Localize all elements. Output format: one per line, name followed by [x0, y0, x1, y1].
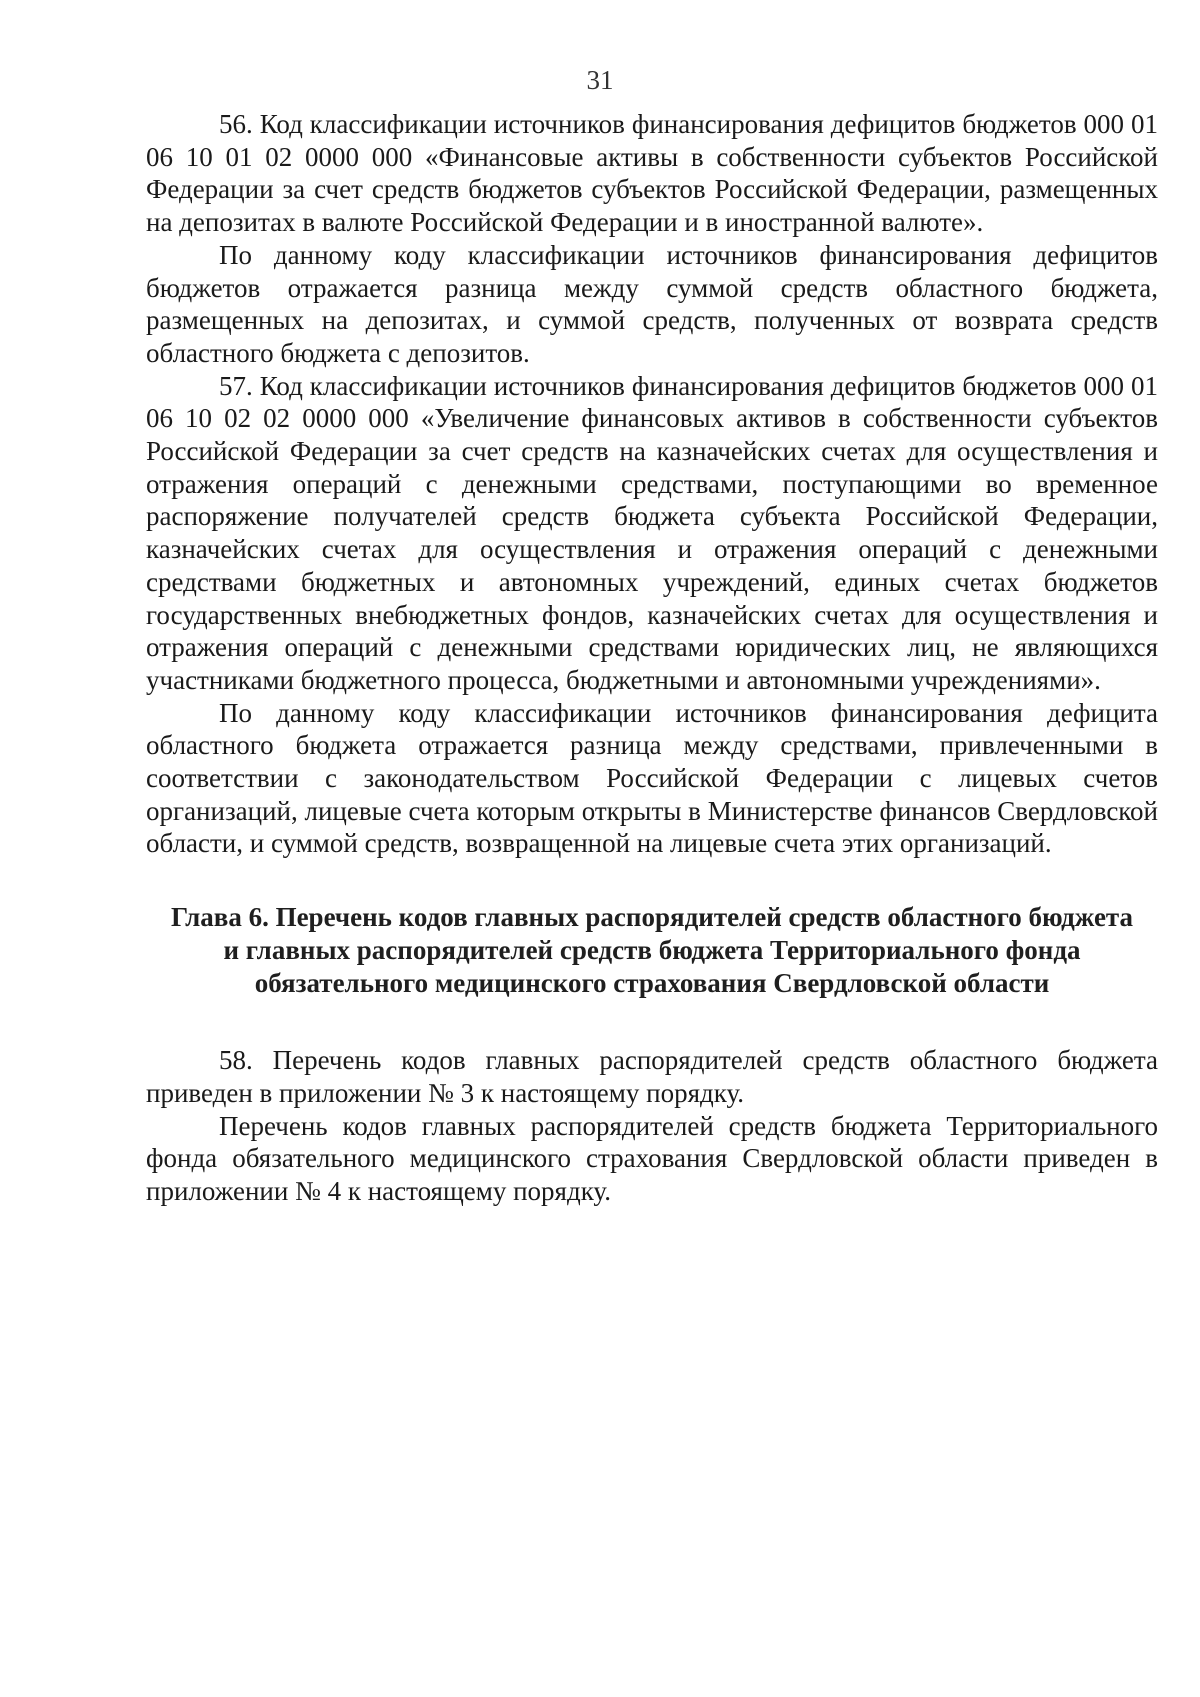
paragraph-56: 56. Код классификации источников финансирования дефицитов бюджетов 000 01 06 10 01 02 0000 000 «Финансовые активы в собственности субъектов Российской Федерации за счет средств бюджетов субъектов Российской Федерации, размещенных на депозитах в валюте Российской Федерации и в иностранной валюте». [146, 109, 1158, 238]
page-number: 31 [586, 65, 614, 95]
paragraph-56-explanation: По данному коду классификации источников финансирования дефицитов бюджетов отражается разница между суммой средств областного бюджета, размещенных на депозитах, и суммой средств, полученных от возврата средств областного бюджета с депозитов. [146, 239, 1158, 368]
paragraph-58-continuation: Перечень кодов главных распорядителей средств бюджета Территориального фонда обязательного медицинского страхования Свердловской области приведен в приложении № 4 к настоящему порядку. [146, 1110, 1158, 1206]
paragraph-57-explanation: По данному коду классификации источников финансирования дефицита областного бюджета отражается разница между средствами, привлеченными в соответствии с законодательством Российской Федерации с лицевых счетов организаций, лицевые счета которым открыты в Министерстве финансов Свердловской области, и суммой средств, возвращенной на лицевые счета этих организаций. [146, 697, 1158, 859]
paragraph-58: 58. Перечень кодов главных распорядителей средств областного бюджета приведен в приложении № 3 к настоящему порядку. [146, 1045, 1158, 1108]
chapter-title: Глава 6. Перечень кодов главных распорядителей средств областного бюджета и главных распорядителей средств бюджета Территориального фонда обязательного медицинского страхования Свердловской области [170, 902, 1134, 999]
paragraph-57: 57. Код классификации источников финансирования дефицитов бюджетов 000 01 06 10 02 02 0000 000 «Увеличение финансовых активов в собственности субъектов Российской Федерации за счет средств на казначейских счетах для осуществления и отражения операций с денежными средствами, поступающими во временное распоряжение получателей средств бюджета субъекта Российской Федерации, казначейских счетах для осуществления и отражения операций с денежными средствами бюджетных и автономных учреждений, единых счетах бюджетов государственных внебюджетных фондов, казначейских счетах для осуществления и отражения операций с денежными средствами юридических лиц, не являющихся участниками бюджетного процесса, бюджетными и автономными учреждениями». [146, 370, 1158, 695]
document-body [146, 108, 1158, 1208]
